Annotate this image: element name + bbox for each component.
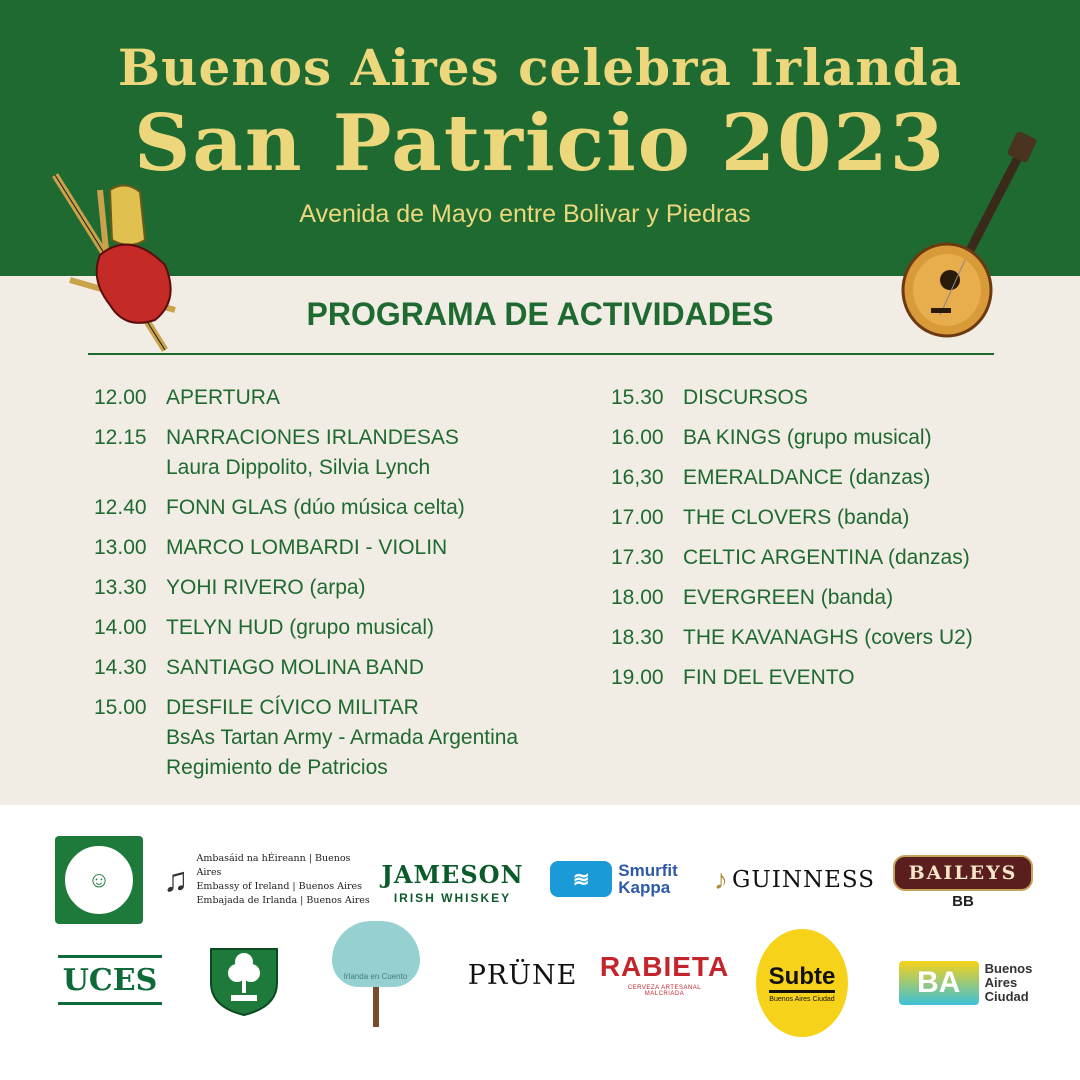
ba-city-line: Aires: [984, 975, 1018, 990]
jameson-brand: JAMESON: [381, 860, 524, 889]
activity-title: YOHI RIVERO (arpa): [166, 576, 366, 599]
schedule-time: 19.00: [611, 666, 664, 689]
subte-brand: Subte: [769, 964, 836, 993]
activity-title: NARRACIONES IRLANDESAS: [166, 426, 459, 449]
schedule-activity: [683, 383, 1031, 413]
schedule-row: [611, 423, 1031, 453]
schedule-row: [611, 383, 1031, 413]
smurfit-line: Kappa: [618, 878, 671, 897]
embassy-line: Embajada de Irlanda | Buenos Aires: [196, 895, 370, 906]
schedule-time: 14.00: [94, 616, 147, 639]
ba-mark: BA: [899, 961, 979, 1005]
schedule-time: 16.00: [611, 426, 664, 449]
schedule-time: 13.30: [94, 576, 147, 599]
schedule-time: 15.30: [611, 386, 664, 409]
schedule-time: 17.00: [611, 506, 664, 529]
shamrock-shield-icon: [207, 945, 281, 1017]
subte-sub: Buenos Aires Ciudad: [769, 995, 835, 1003]
activity-title: DISCURSOS: [683, 386, 808, 409]
schedule-column-left: [94, 383, 594, 793]
activity-title: MARCO LOMBARDI - VIOLIN: [166, 536, 448, 559]
schedule-time: 12.00: [94, 386, 147, 409]
baileys-monogram: BB: [952, 892, 974, 910]
schedule-row: [94, 653, 594, 683]
sponsors-footer: [0, 805, 1080, 1080]
activity-title: APERTURA: [166, 386, 280, 409]
tree-logo-text: Irlanda en Cuento: [343, 972, 408, 981]
schedule-row: [94, 573, 594, 603]
activity-title: DESFILE CÍVICO MILITAR: [166, 696, 419, 719]
schedule-time: 18.30: [611, 626, 664, 649]
activity-title: THE CLOVERS (banda): [683, 506, 910, 529]
schedule-time: 14.30: [94, 656, 147, 679]
schedule-activity: [166, 653, 594, 683]
smurfit-kappa-logo: [540, 857, 688, 901]
schedule-activity: [683, 543, 1031, 573]
schedule-activity: [166, 573, 594, 603]
activity-title: TELYN HUD (grupo musical): [166, 616, 435, 639]
uces-brand: UCES: [62, 962, 158, 998]
schedule-activity: [683, 463, 1031, 493]
schedule-activity: [166, 383, 594, 413]
rabieta-logo: [599, 940, 730, 1008]
activity-title: SANTIAGO MOLINA BAND: [166, 656, 424, 679]
schedule-activity: [166, 493, 594, 523]
jameson-logo: [381, 855, 524, 910]
schedule-row: [611, 623, 1031, 653]
activity-title: CELTIC ARGENTINA (danzas): [683, 546, 970, 569]
schedule-time: 18.00: [611, 586, 664, 609]
guinness-brand: GUINNESS: [732, 867, 875, 893]
schedule-activity: [683, 423, 1031, 453]
schedule-activity: [166, 533, 594, 563]
schedule-activity: [683, 623, 1031, 653]
schedule-activity: [166, 613, 594, 643]
tree-icon: [328, 918, 423, 1030]
schedule-row: [94, 383, 594, 413]
embassy-logo: [163, 855, 373, 905]
rabieta-sub: CERVEZA ARTESANAL MALCRIADA: [627, 985, 702, 997]
schedule-column-right: [611, 383, 1031, 703]
guinness-logo: [707, 858, 882, 902]
schedule-row: [94, 693, 594, 783]
divider: [88, 353, 994, 355]
schedule-time: 15.00: [94, 696, 147, 719]
activity-title: FIN DEL EVENTO: [683, 666, 855, 689]
schedule-activity: [683, 583, 1031, 613]
tree-roots: [373, 987, 379, 1027]
rabieta-brand: RABIETA: [599, 951, 730, 982]
schedule-row: [94, 533, 594, 563]
schedule-row: [94, 493, 594, 523]
smurfit-mark-icon: ≋: [550, 861, 612, 897]
activity-title: EMERALDANCE (danzas): [683, 466, 931, 489]
baileys-logo: [893, 850, 1033, 914]
schedule-activity: [683, 503, 1031, 533]
activity-detail: BsAs Tartan Army - Armada Argentina: [166, 726, 519, 749]
embassy-line: Embassy of Ireland | Buenos Aires: [196, 881, 363, 892]
schedule-time: 17.30: [611, 546, 664, 569]
schedule-time: 16,30: [611, 466, 664, 489]
schedule-time: 12.15: [94, 426, 147, 449]
title-line-1: Buenos Aires celebra Irlanda: [117, 38, 963, 97]
baileys-brand: BAILEYS: [893, 855, 1034, 891]
prune-logo: [465, 955, 580, 995]
schedule-row: [94, 423, 594, 483]
harp-icon: ♪: [714, 864, 728, 895]
schedule-row: [611, 463, 1031, 493]
association-logo: [55, 836, 143, 924]
title-line-2: San Patricio 2023: [134, 98, 946, 189]
schedule-time: 13.00: [94, 536, 147, 559]
schedule-activity: [683, 663, 1031, 693]
schedule-row: [611, 663, 1031, 693]
ba-ciudad-logo: [893, 958, 1038, 1008]
activity-title: BA KINGS (grupo musical): [683, 426, 932, 449]
schedule-row: [611, 583, 1031, 613]
prune-brand: PRÜNE: [467, 959, 578, 991]
schedule-row: [94, 613, 594, 643]
subte-logo: [756, 929, 848, 1037]
activity-title: EVERGREEN (banda): [683, 586, 894, 609]
ba-city-line: Buenos: [984, 961, 1033, 976]
ba-city-line: Ciudad: [984, 989, 1029, 1004]
schedule-activity: [166, 693, 594, 783]
activity-detail: Laura Dippolito, Silvia Lynch: [166, 456, 431, 479]
jameson-sub: IRISH WHISKEY: [393, 891, 512, 905]
program-heading: PROGRAMA DE ACTIVIDADES: [306, 296, 774, 332]
schedule-row: [611, 503, 1031, 533]
activity-title: FONN GLAS (dúo música celta): [166, 496, 465, 519]
smurfit-line: Smurfit: [618, 861, 678, 880]
uces-logo: [58, 955, 162, 1005]
schedule-activity: [166, 423, 594, 483]
activity-title: THE KAVANAGHS (covers U2): [683, 626, 973, 649]
embassy-line: Ambasáid na hÉireann | Buenos Aires: [196, 853, 351, 878]
harp-icon: ♫: [163, 860, 189, 899]
activity-detail: Regimiento de Patricios: [166, 756, 388, 779]
location-subtitle: Avenida de Mayo entre Bolivar y Piedras: [299, 200, 751, 228]
schedule-time: 12.40: [94, 496, 147, 519]
schedule-row: [611, 543, 1031, 573]
portrait-seal-icon: ☺: [87, 867, 111, 892]
